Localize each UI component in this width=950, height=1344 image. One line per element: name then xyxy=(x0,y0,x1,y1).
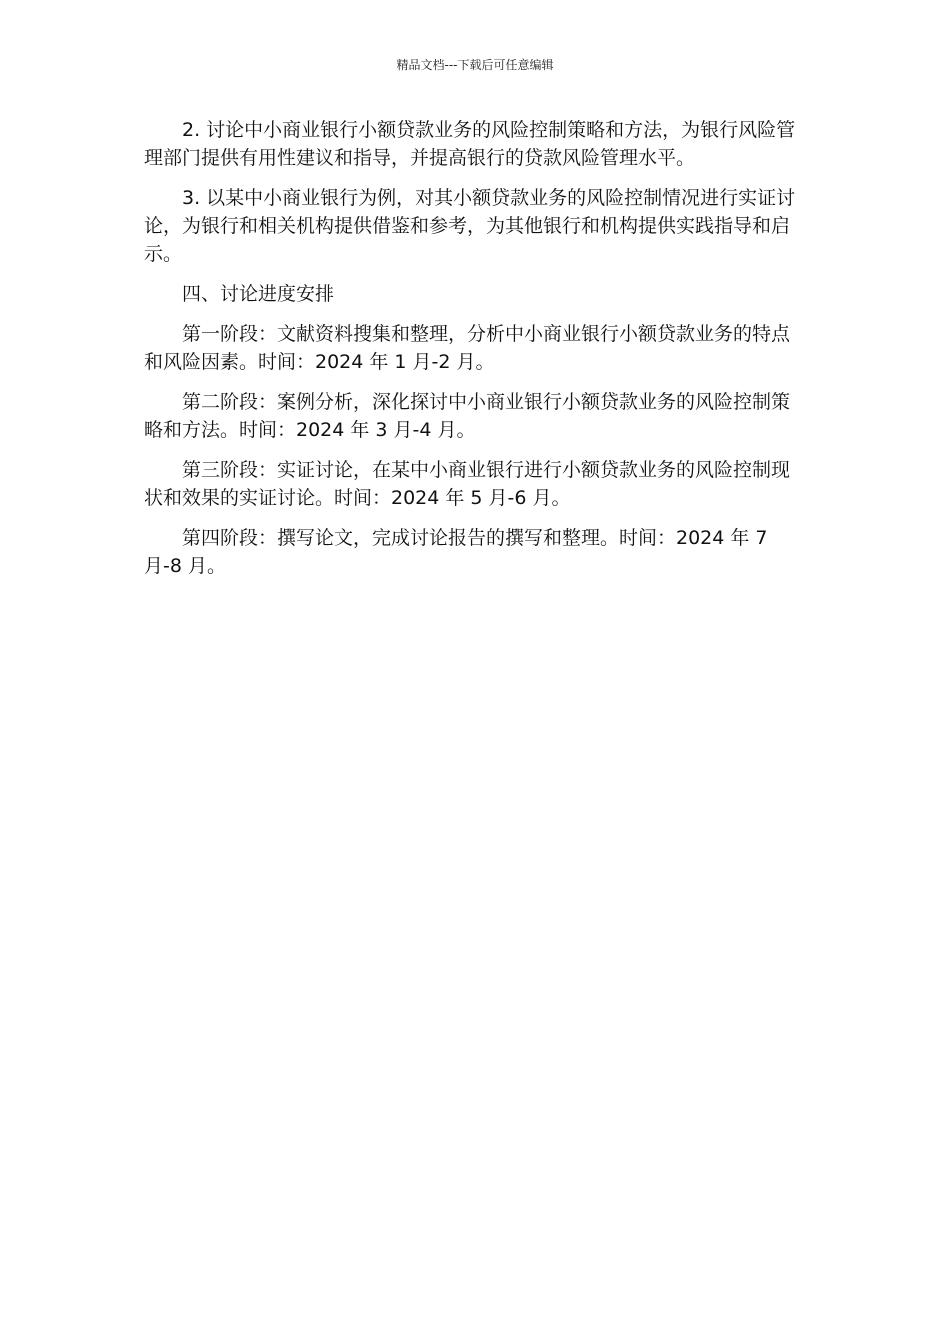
page-header: 精品文档---下载后可任意编辑 xyxy=(396,58,554,72)
paragraph-objective-3: 3. 以某中小商业银行为例，对其小额贷款业务的风险控制情况进行实证讨论，为银行和相关机构提供借鉴和参考，为其他银行和机构提供实践指导和启示。 xyxy=(144,187,796,265)
paragraph-stage-1: 第一阶段：文献资料搜集和整理，分析中小商业银行小额贷款业务的特点和风险因素。时间：2024 年 1 月-2 月。 xyxy=(144,323,791,373)
paragraph-stage-3: 第三阶段：实证讨论，在某中小商业银行进行小额贷款业务的风险控制现状和效果的实证讨论。时间：2024 年 5 月-6 月。 xyxy=(144,459,791,509)
section-heading-schedule: 四、讨论进度安排 xyxy=(182,283,335,305)
paragraph-objective-2: 2. 讨论中小商业银行小额贷款业务的风险控制策略和方法，为银行风险管理部门提供有用性建议和指导，并提高银行的贷款风险管理水平。 xyxy=(144,119,796,169)
paragraph-stage-2: 第二阶段：案例分析，深化探讨中小商业银行小额贷款业务的风险控制策略和方法。时间：2024 年 3 月-4 月。 xyxy=(144,391,791,441)
document-body xyxy=(144,116,808,592)
paragraph-stage-4: 第四阶段：撰写论文，完成讨论报告的撰写和整理。时间：2024 年 7 月-8 月。 xyxy=(144,527,768,577)
